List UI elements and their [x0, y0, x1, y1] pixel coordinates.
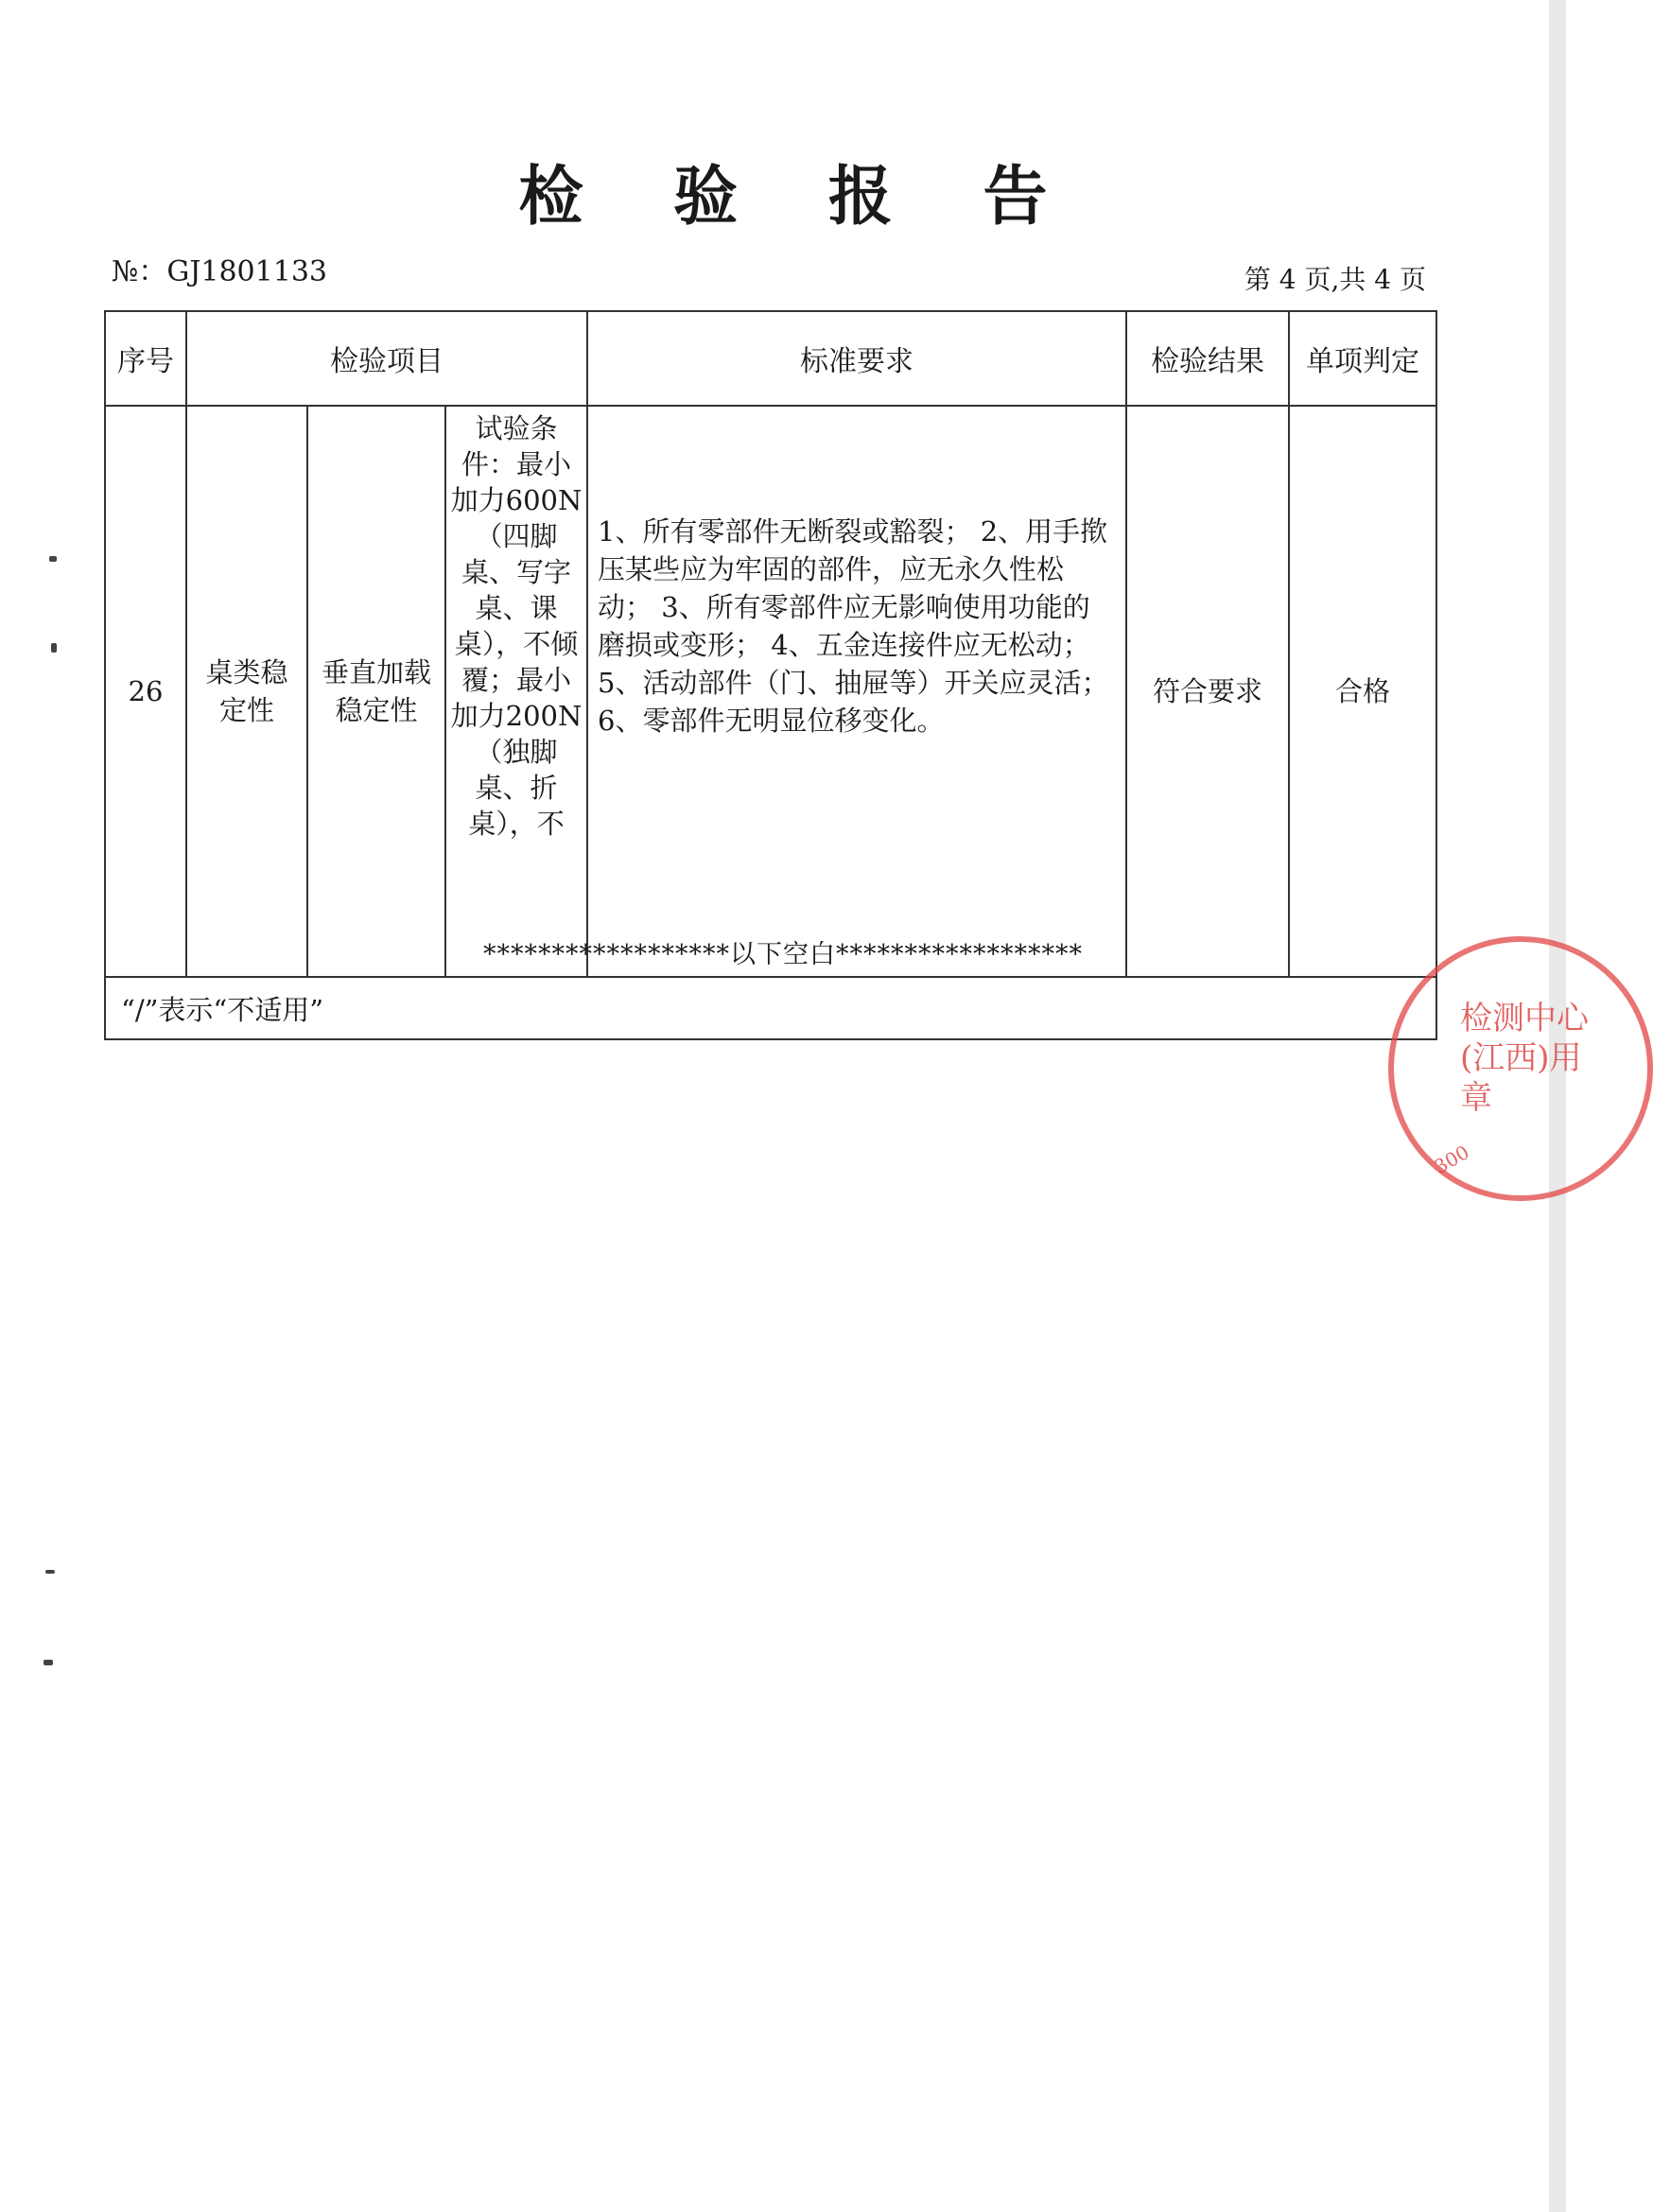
header-judgment: 单项判定: [1289, 311, 1436, 406]
cell-condition: [445, 406, 587, 977]
cell-requirement: 1、所有零部件无断裂或豁裂； 2、用手揿压某些应为牢固的部件，应无永久性松动； 3、所有零部件应无影响使用功能的磨损或变形； 4、五金连接件应无松动； 5、活动部件（门、抽屉等）开关应灵活； 6、零部件无明显位移变化。: [587, 406, 1126, 977]
subitem-text: 垂直加载稳定性: [321, 656, 431, 726]
blank-below-notice: ******************以下空白******************: [483, 940, 1083, 969]
cell-judgment: 合格: [1289, 406, 1436, 977]
seal-text: 检测中心(江西)用章: [1460, 1000, 1589, 1117]
table-header-row: [105, 311, 1436, 406]
report-number: №：GJ1801133: [112, 255, 327, 288]
condition-text: 试验条件：最小加力600N（四脚桌、写字桌、课桌），不倾覆；最小加力200N（独脚桌、折桌），不: [450, 412, 583, 840]
header-seq: 序号: [105, 311, 186, 406]
scan-speck: [45, 1570, 55, 1574]
header-result: 检验结果: [1126, 311, 1289, 406]
page-title: 检 验 报 告: [518, 159, 1082, 235]
seal-code: 300: [1430, 1141, 1473, 1178]
category-text: 桌类稳定性: [205, 656, 288, 726]
header-item: 检验项目: [186, 311, 587, 406]
table-note-row: [105, 977, 1436, 1039]
scan-speck: [44, 1660, 53, 1665]
scan-speck: [49, 556, 57, 562]
inspection-table: [104, 310, 1437, 1040]
cell-subitem: [307, 406, 445, 977]
note-text: “/”表示“不适用”: [105, 977, 1436, 1039]
table-row: [105, 406, 1436, 977]
cell-category: [186, 406, 307, 977]
official-seal: [1388, 936, 1653, 1201]
cell-seq: 26: [105, 406, 186, 977]
header-requirement: 标准要求: [587, 311, 1126, 406]
scan-speck: [51, 643, 57, 653]
cell-result: 符合要求: [1126, 406, 1289, 977]
page-indicator: 第 4 页,共 4 页: [1244, 264, 1426, 295]
